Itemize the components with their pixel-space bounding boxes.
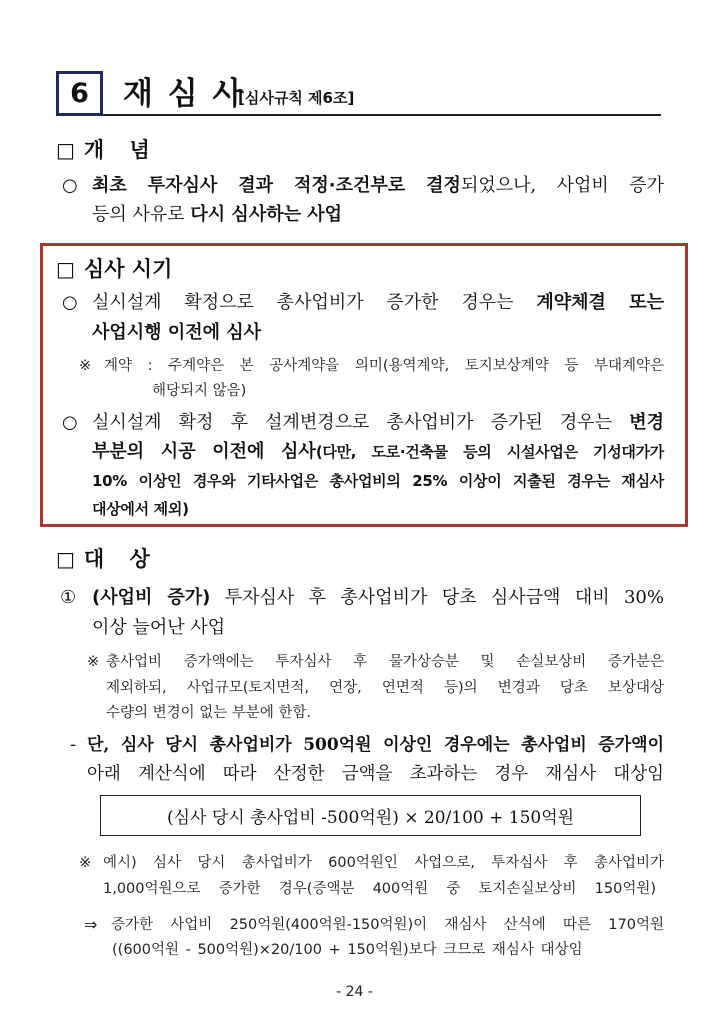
checkbox-symbol: □ (56, 547, 75, 571)
result-line-2: ((600억원 - 500억원)×20/100 + 150억원)보다 크므로 재심사 대상임 (112, 942, 583, 958)
concept-heading-label: 개 념 (83, 138, 150, 162)
timing-heading (56, 255, 172, 283)
timing-item-2-line-1-normal: 실시설계 확정 후 설계변경으로 총사업비가 증가된 경우는 (92, 412, 630, 433)
header-underline (103, 114, 661, 116)
reference-mark: ※ (79, 855, 92, 871)
target-heading (56, 545, 150, 573)
target-sub-line-1: 단, 심사 당시 총사업비가 500억원 이상인 경우에는 총사업비 증가액이 (87, 735, 664, 755)
timing-item-1-line-1 (92, 290, 664, 316)
page-number: - 24 - (336, 984, 373, 1000)
formula-text: (심사 당시 총사업비 -500억원) × 20/100 + 150억원 (166, 808, 575, 828)
timing-item-1-line-1-normal: 실시설계 확정으로 총사업비가 증가한 경우는 (92, 292, 537, 313)
timing-item-2-line-2 (92, 439, 664, 465)
reference-mark: ※ (87, 654, 100, 670)
target-note-line-1: 총사업비 증가액에는 투자심사 후 물가상승분 및 손실보상비 증가분은 (106, 654, 664, 670)
target-note-line-2: 제외하되, 사업규모(토지면적, 연장, 연면적 등)의 변경과 당초 보상대상 (106, 680, 664, 696)
concept-line-1 (92, 173, 664, 199)
formula-box (100, 795, 641, 836)
section-title: 재 심 사 (123, 76, 243, 112)
timing-note-line-1: 계약 : 주계약은 본 공사계약을 의미(용역계약, 토지보상계약 등 부대계약은 (104, 358, 664, 374)
target-heading-label: 대 상 (83, 547, 150, 571)
target-item-1-number: ① (60, 587, 77, 608)
target-sub-line-2: 아래 계산식에 따라 산정한 금액을 초과하는 경우 재심사 대상임 (87, 764, 664, 784)
example-line-1: 예시) 심사 당시 총사업비가 600억원인 사업으로, 투자심사 후 총사업비가 (103, 855, 664, 871)
checkbox-symbol: □ (56, 257, 75, 281)
concept-bullet: ○ (62, 175, 78, 196)
timing-item-2-line-1 (92, 410, 664, 436)
concept-heading (56, 136, 150, 164)
timing-item-1-bullet: ○ (62, 292, 78, 313)
target-item-1-line-1 (92, 585, 664, 611)
target-item-1-line-2: 이상 늘어난 사업 (92, 617, 226, 638)
section-number: 6 (70, 78, 89, 109)
example-line-2: 1,000억원으로 증가한 경우(증액분 400억원 중 토지손실보상비 150억원) (103, 881, 656, 897)
concept-line-1-bold: 최초 투자심사 결과 적정·조건부로 결정 (92, 175, 461, 196)
concept-line-1-normal: 되었으나, 사업비 증가 (460, 175, 664, 196)
concept-line-2-normal: 등의 사유로 (92, 204, 191, 225)
arrow-icon: ⇒ (84, 915, 98, 934)
checkbox-symbol: □ (56, 138, 75, 162)
concept-line-2-bold: 다시 심사하는 사업 (190, 204, 343, 225)
timing-heading-label: 심사 시기 (83, 257, 173, 281)
timing-note-line-2: 해당되지 않음) (152, 383, 247, 399)
timing-item-2-line-2-bold: 부분의 시공 이전에 심사 (92, 441, 316, 462)
target-note-line-3: 수량의 변경이 없는 부분에 한함. (106, 705, 312, 721)
section-reference: [심사규칙 제6조] (238, 89, 355, 107)
timing-item-1-line-2-bold: 사업시행 이전에 심사 (92, 322, 262, 343)
concept-line-2 (92, 202, 342, 228)
timing-item-1-line-1-bold: 계약체결 또는 (536, 292, 664, 313)
section-number-box (56, 71, 103, 116)
timing-item-2-line-2-condensed: (다만, 도로·건축물 등의 시설사업은 기성대가가 (315, 443, 664, 461)
result-line-1: 증가한 사업비 250억원(400억원-150억원)이 재심사 산식에 따른 170억원 (111, 917, 664, 933)
target-item-1-line-1-normal: 투자심사 후 총사업비가 당초 심사금액 대비 30% (210, 587, 664, 608)
target-item-1-line-1-bold: (사업비 증가) (92, 587, 211, 608)
timing-item-1-line-2 (92, 320, 261, 346)
reference-mark: ※ (79, 358, 92, 374)
timing-item-2-bullet: ○ (62, 412, 78, 433)
target-sub-dash: - (70, 734, 77, 755)
timing-item-2-line-3: 10% 이상인 경우와 기타사업은 총사업비의 25% 이상이 지출된 경우는 재심사 (92, 472, 664, 490)
timing-item-2-line-4: 대상에서 제외) (92, 500, 189, 518)
timing-item-2-line-1-bold: 변경 (629, 412, 664, 433)
